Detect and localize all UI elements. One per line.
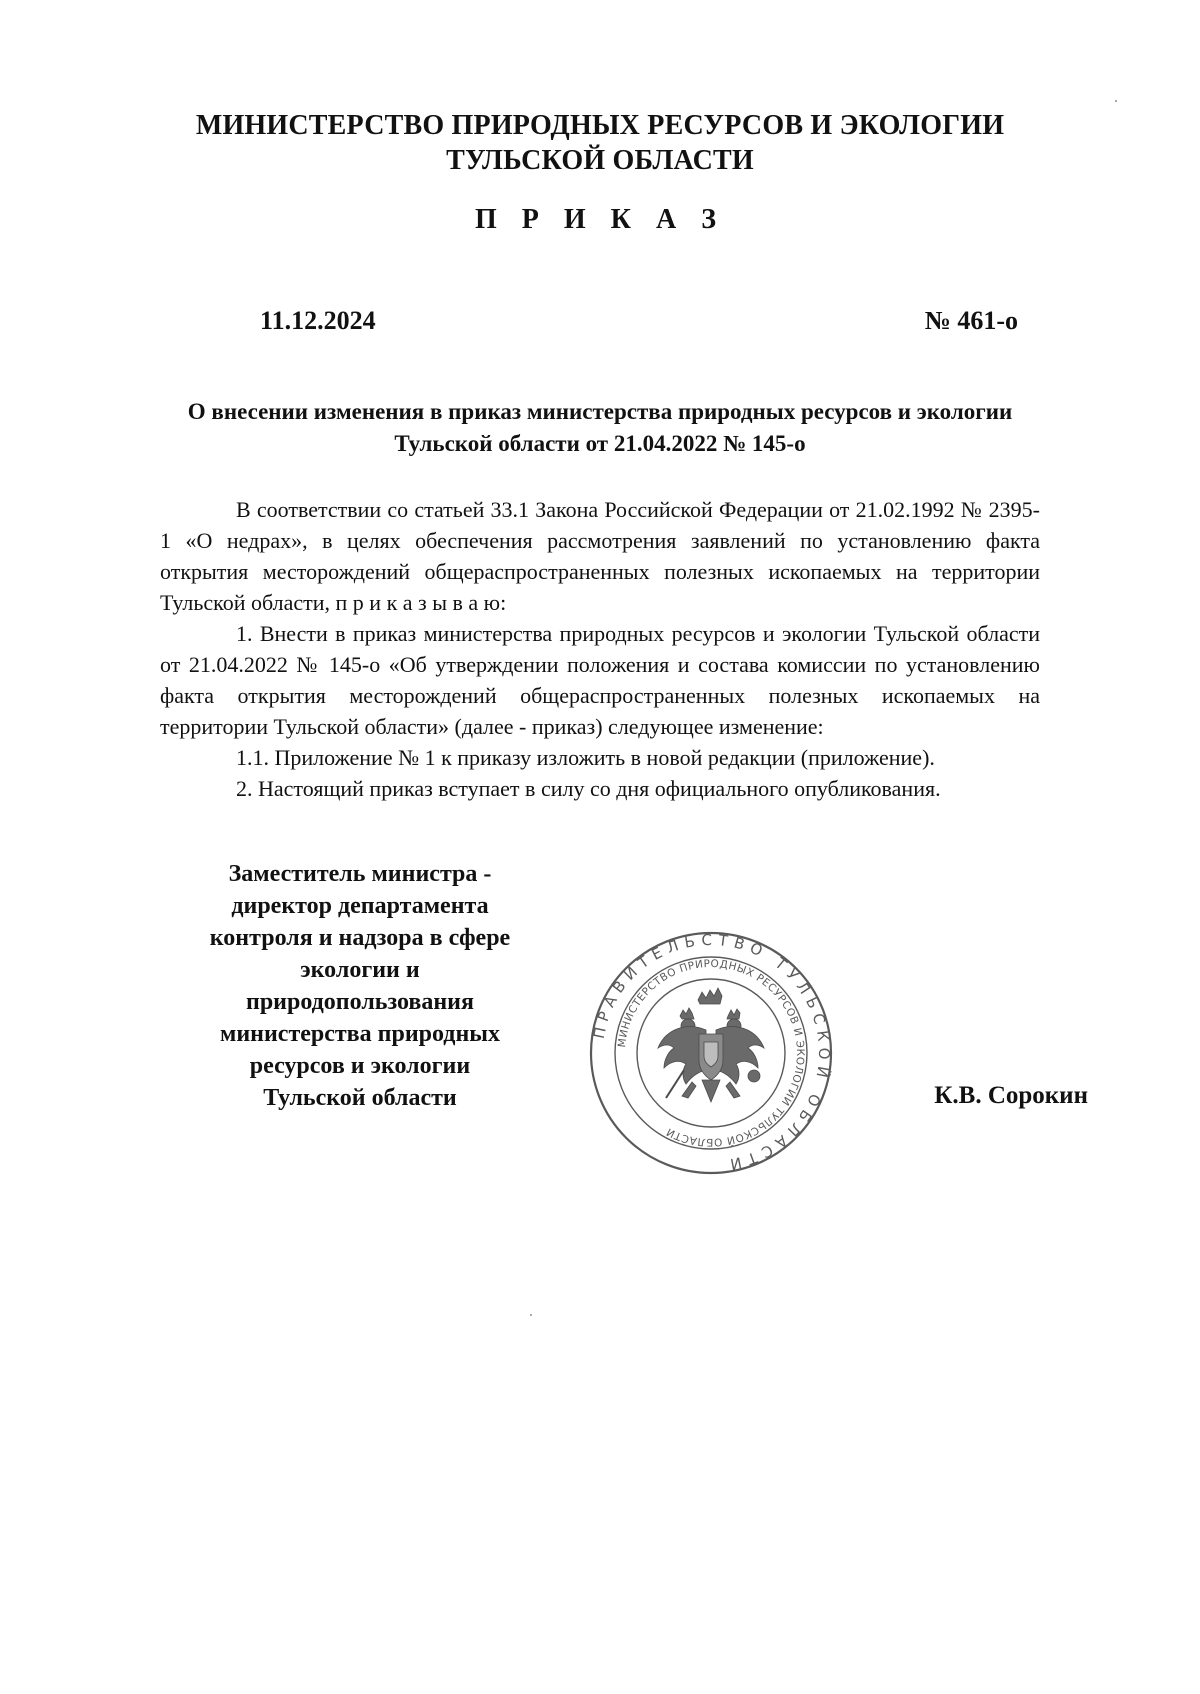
signer-position-line: Тульской области: [263, 1085, 457, 1111]
signer-position-line: директор департамента: [231, 893, 489, 919]
signer-position: [170, 858, 550, 1114]
scan-artifact: [1115, 100, 1117, 102]
document-number: № 461-о: [924, 306, 1018, 335]
ministry-header: [150, 108, 1050, 178]
body-paragraph-item-1-1: 1.1. Приложение № 1 к приказу изложить в новой редакции (приложение).: [236, 745, 935, 770]
seal-inner-text: МИНИСТЕРСТВО ПРИРОДНЫХ РЕСУРСОВ И ЭКОЛОГИИ ТУЛЬСКОЙ ОБЛАСТИ: [616, 957, 807, 1149]
document-title-line-1: О внесении изменения в приказ министерства природных ресурсов и экологии: [187, 399, 1013, 424]
signer-position-line: экологии и: [300, 957, 420, 983]
official-seal: [588, 930, 834, 1176]
ministry-name-line-1: МИНИСТЕРСТВО ПРИРОДНЫХ РЕСУРСОВ И ЭКОЛОГИИ: [195, 110, 1005, 141]
signer-position-line: министерства природных: [219, 1021, 501, 1047]
ministry-name-line-2: ТУЛЬСКОЙ ОБЛАСТИ: [446, 145, 754, 176]
signer-position-line: Заместитель министра -: [228, 861, 492, 887]
double-headed-eagle-icon: [658, 988, 764, 1102]
document-title: [150, 396, 1050, 460]
signer-position-line: природопользования: [246, 989, 474, 1015]
body-paragraph-item-2: 2. Настоящий приказ вступает в силу со дня официального опубликования.: [236, 776, 941, 801]
document-date: 11.12.2024: [260, 306, 376, 335]
document-type: П Р И К А З: [475, 204, 725, 235]
document-title-line-2: Тульской области от 21.04.2022 № 145-о: [394, 431, 806, 456]
scan-artifact: [530, 1314, 532, 1316]
signer-name: К.В. Сорокин: [934, 1082, 1088, 1109]
body-paragraph-item-1: 1. Внести в приказ министерства природных ресурсов и экологии Тульской области от 21.04.2022 № 145-о «Об утверждении положения и состава комиссии по установлению факта открытия месторождений общераспространенных полезных ископаемых на территории Тульской области» (далее - приказ) следующее изменение:: [160, 621, 1040, 739]
signer-position-line: ресурсов и экологии: [249, 1053, 471, 1079]
signer-position-line: контроля и надзора в сфере: [209, 925, 511, 951]
document-body: [160, 494, 1040, 804]
body-paragraph-preamble: В соответствии со статьей 33.1 Закона Российской Федерации от 21.02.1992 № 2395-1 «О недрах», в целях обеспечения рассмотрения заявлений по установлению факта открытия месторождений общераспространенных полезных ископаемых на территории Тульской области, п р и к а з ы в а ю:: [160, 497, 1040, 615]
seal-outer-text: ПРАВИТЕЛЬСТВО ТУЛЬСКОЙ ОБЛАСТИ: [589, 930, 834, 1175]
